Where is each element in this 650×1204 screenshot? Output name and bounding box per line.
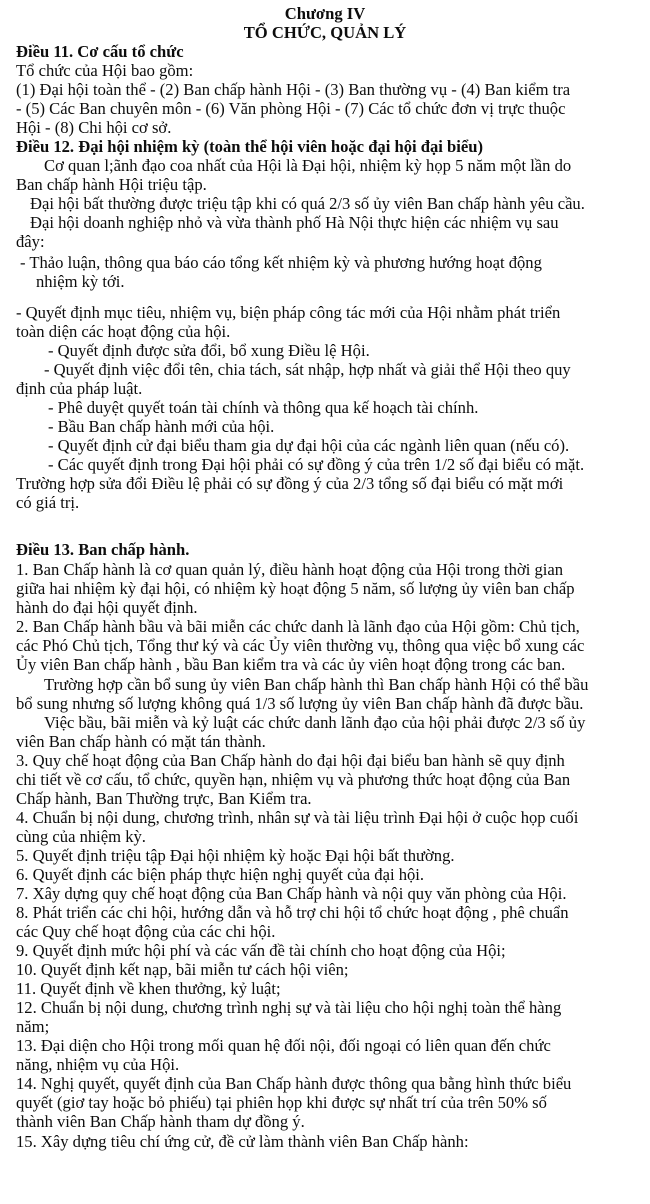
text-line: Việc bầu, bãi miễn và kỷ luật các chức danh lãnh đạo của hội phải được 2/3 số ủy — [44, 713, 586, 732]
text-line: - Quyết định mục tiêu, nhiệm vụ, biện pháp công tác mới của Hội nhằm phát triển — [16, 303, 561, 322]
text-line: định của pháp luật. — [16, 379, 143, 398]
text-line: quyết (giơ tay hoặc bỏ phiếu) tại phiên họp khi được sự nhất trí của trên 50% số — [16, 1093, 547, 1112]
text-line: năm; — [16, 1017, 50, 1036]
chapter-title: TỔ CHỨC, QUẢN LÝ — [243, 23, 407, 42]
text-line: viên Ban chấp hành có mặt tán thành. — [16, 732, 266, 751]
text-line: Đại hội bất thường được triệu tập khi có quá 2/3 số ủy viên Ban chấp hành yêu cầu. — [30, 194, 585, 213]
text-line: - Các quyết định trong Đại hội phải có sự đồng ý của trên 1/2 số đại biểu có mặt. — [48, 455, 585, 474]
text-line: Cơ quan l;ãnh đạo coa nhất của Hội là Đại hội, nhiệm kỳ họp 5 năm một lần do — [44, 156, 572, 175]
text-line: các Phó Chủ tịch, Tổng thư ký và các Ủy viên thường vụ, thông qua việc bổ xung các — [16, 636, 585, 655]
text-line: 1. Ban Chấp hành là cơ quan quản lý, điều hành hoạt động của Hội trong thời gian — [16, 560, 564, 579]
text-line: 7. Xây dựng quy chế hoạt động của Ban Chấp hành và nội quy văn phòng của Hội. — [16, 884, 567, 903]
text-line: nhiệm kỳ tới. — [36, 272, 125, 291]
text-line: chi tiết về cơ cấu, tổ chức, quyền hạn, nhiệm vụ và phương thức hoạt động của Ban — [16, 770, 571, 789]
text-line: 6. Quyết định các biện pháp thực hiện nghị quyết của đại hội. — [16, 865, 425, 884]
text-line: 5. Quyết định triệu tập Đại hội nhiệm kỳ hoặc Đại hội bất thường. — [16, 846, 455, 865]
text-line: 10. Quyết định kết nạp, bãi miễn tư cách hội viên; — [16, 960, 349, 979]
text-line: 8. Phát triển các chi hội, hướng dẫn và hỗ trợ chi hội tổ chức hoạt động , phê chuẩn — [16, 903, 569, 922]
text-line: - Bầu Ban chấp hành mới của hội. — [48, 417, 275, 436]
text-line: Trường hợp sửa đổi Điều lệ phải có sự đồng ý của 2/3 tổng số đại biểu có mặt mới — [16, 474, 564, 493]
text-line: 13. Đại diện cho Hội trong mối quan hệ đối nội, đối ngoại có liên quan đến chức — [16, 1036, 551, 1055]
text-line: Hội - (8) Chi hội cơ sở. — [16, 118, 172, 137]
text-line: - Phê duyệt quyết toán tài chính và thông qua kế hoạch tài chính. — [48, 398, 479, 417]
text-line: cùng của nhiệm kỳ. — [16, 827, 146, 846]
article-heading: Điều 12. Đại hội nhiệm kỳ (toàn thể hội viên hoặc đại hội đại biểu) — [16, 137, 483, 156]
text-line: Ủy viên Ban chấp hành , bầu Ban kiểm tra và các ủy viên hoạt động trong các ban. — [16, 655, 566, 674]
text-line: 11. Quyết định về khen thưởng, kỷ luật; — [16, 979, 281, 998]
text-line: Tổ chức của Hội bao gồm: — [16, 61, 194, 80]
text-line: 15. Xây dựng tiêu chí ứng cử, đề cử làm thành viên Ban Chấp hành: — [16, 1132, 469, 1151]
text-line: Trường hợp cần bổ sung ủy viên Ban chấp hành thì Ban chấp hành Hội có thể bầu — [44, 675, 589, 694]
text-line: 3. Quy chế hoạt động của Ban Chấp hành do đại hội đại biểu ban hành sẽ quy định — [16, 751, 565, 770]
text-line: hành do đại hội quyết định. — [16, 598, 198, 617]
text-line: (1) Đại hội toàn thể - (2) Ban chấp hành Hội - (3) Ban thường vụ - (4) Ban kiểm tra — [16, 80, 571, 99]
text-line: các Quy chế hoạt động của các chi hội. — [16, 922, 276, 941]
text-line: năng, nhiệm vụ của Hội. — [16, 1055, 180, 1074]
text-line: - Quyết định được sửa đổi, bổ xung Điều lệ Hội. — [48, 341, 370, 360]
chapter-label: Chương IV — [284, 4, 366, 23]
text-line: Chấp hành, Ban Thường trực, Ban Kiểm tra. — [16, 789, 312, 808]
article-heading: Điều 13. Ban chấp hành. — [16, 540, 190, 559]
text-line: 2. Ban Chấp hành bầu và bãi miễn các chức danh là lãnh đạo của Hội gồm: Chủ tịch, — [16, 617, 580, 636]
text-line: toàn diện các hoạt động của hội. — [16, 322, 231, 341]
text-line: 12. Chuẩn bị nội dung, chương trình nghị sự và tài liệu cho hội nghị toàn thể hàng — [16, 998, 562, 1017]
text-line: 14. Nghị quyết, quyết định của Ban Chấp hành được thông qua bằng hình thức biểu — [16, 1074, 572, 1093]
text-line: Ban chấp hành Hội triệu tập. — [16, 175, 207, 194]
article-heading: Điều 11. Cơ cấu tổ chức — [16, 42, 184, 61]
text-line: có giá trị. — [16, 493, 80, 512]
text-line: - Thảo luận, thông qua báo cáo tổng kết nhiệm kỳ và phương hướng hoạt động — [20, 253, 542, 272]
text-line: thành viên Ban Chấp hành tham dự đồng ý. — [16, 1112, 305, 1131]
text-line: - Quyết định cử đại biểu tham gia dự đại hội của các ngành liên quan (nếu có). — [48, 436, 570, 455]
text-line: đây: — [16, 232, 45, 251]
text-line: - (5) Các Ban chuyên môn - (6) Văn phòng Hội - (7) Các tổ chức đơn vị trực thuộc — [16, 99, 566, 118]
text-line: - Quyết định việc đổi tên, chia tách, sát nhập, hợp nhất và giải thể Hội theo quy — [44, 360, 571, 379]
text-line: bổ sung nhưng số lượng không quá 1/3 số lượng ủy viên Ban chấp hành đã được bầu. — [16, 694, 584, 713]
text-line: giữa hai nhiệm kỳ đại hội, có nhiệm kỳ hoạt động 5 năm, số lượng ủy viên ban chấp — [16, 579, 575, 598]
text-line: 4. Chuẩn bị nội dung, chương trình, nhân sự và tài liệu trình Đại hội ở cuộc họp cuối — [16, 808, 579, 827]
text-line: Đại hội doanh nghiệp nhỏ và vừa thành phố Hà Nội thực hiện các nhiệm vụ sau — [30, 213, 559, 232]
text-line: 9. Quyết định mức hội phí và các vấn đề tài chính cho hoạt động của Hội; — [16, 941, 506, 960]
